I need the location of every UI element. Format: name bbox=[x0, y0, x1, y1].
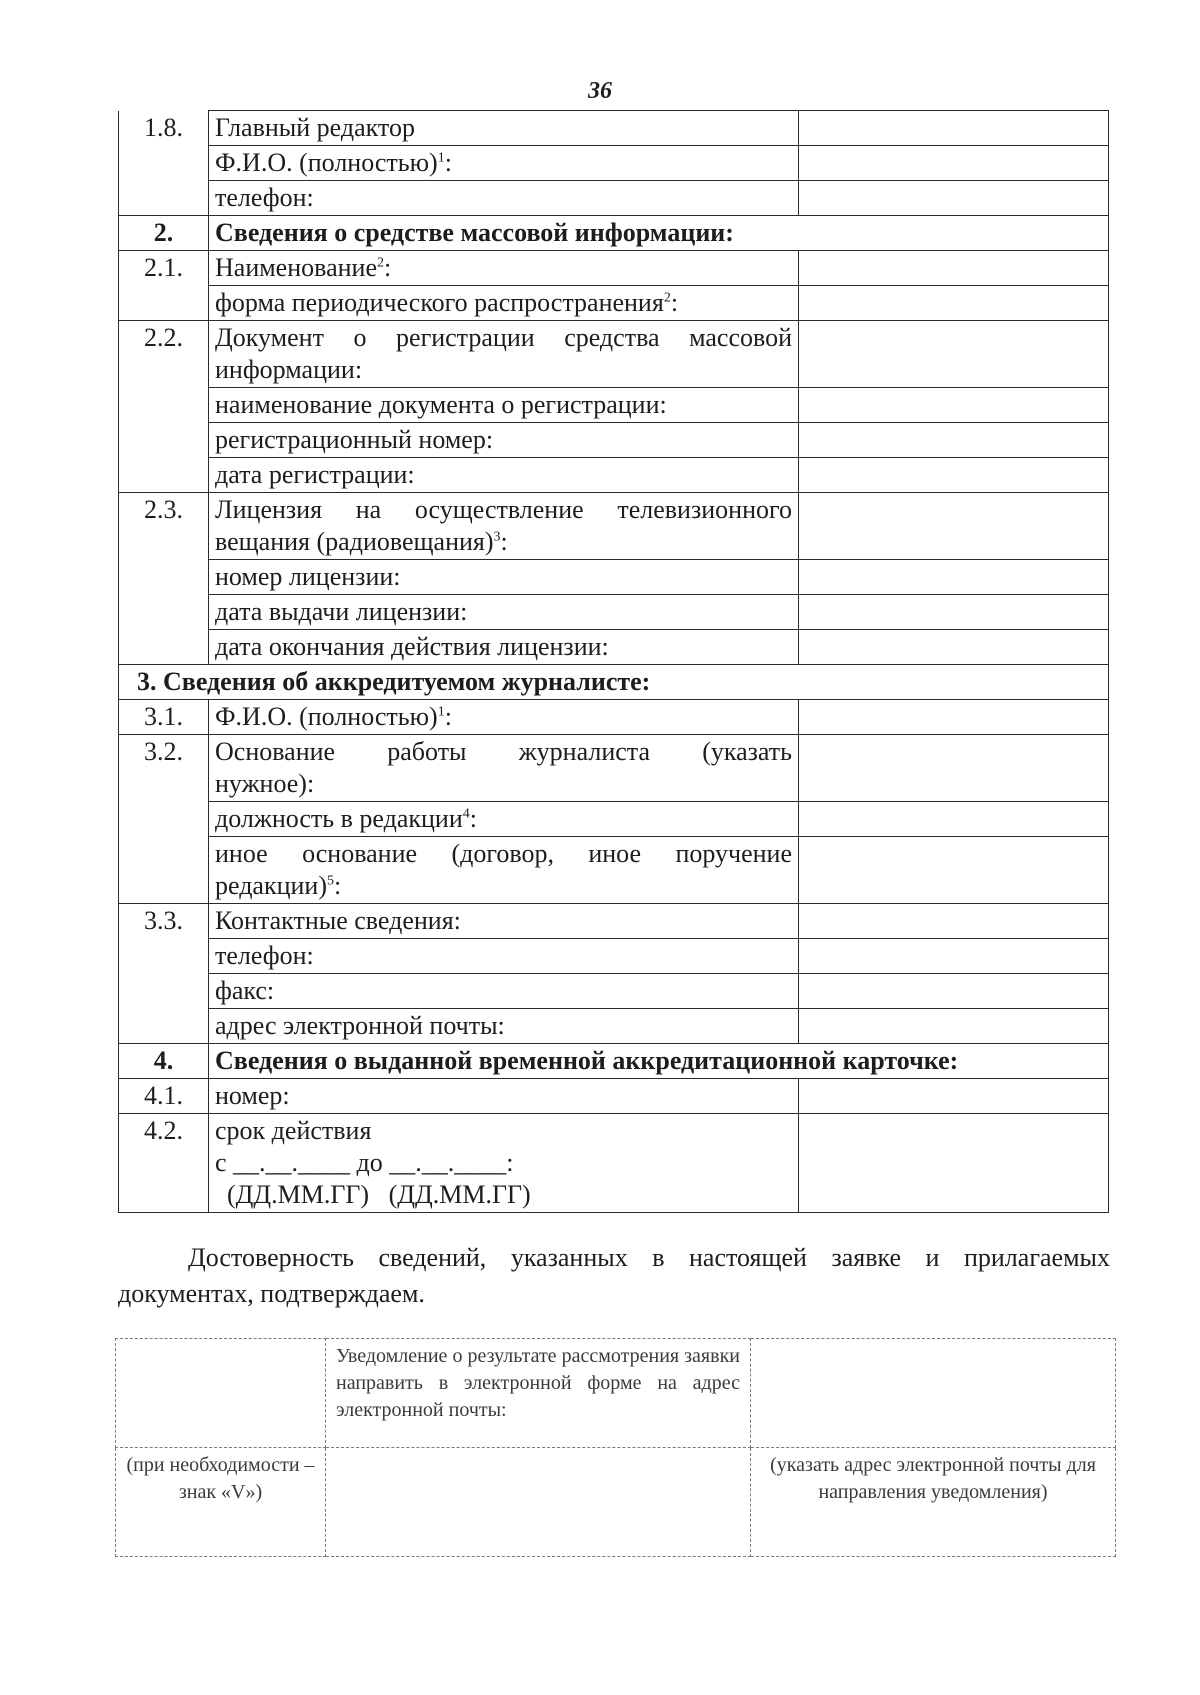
value-cell[interactable] bbox=[799, 458, 1109, 493]
row-label: регистрационный номер: bbox=[209, 423, 799, 458]
value-cell[interactable] bbox=[799, 939, 1109, 974]
row-label: Основание работы журналиста (указать нужное): bbox=[209, 735, 799, 802]
row-label: дата выдачи лицензии: bbox=[209, 595, 799, 630]
row-label: телефон: bbox=[209, 939, 799, 974]
value-cell[interactable] bbox=[799, 423, 1109, 458]
section-number: 2. bbox=[119, 216, 209, 251]
row-label: факс: bbox=[209, 974, 799, 1009]
row-label: адрес электронной почты: bbox=[209, 1009, 799, 1044]
section-title: 3. Сведения об аккредитуемом журналисте: bbox=[119, 665, 1109, 700]
value-cell[interactable] bbox=[799, 1009, 1109, 1044]
row-label: Ф.И.О. (полностью)$^1$: bbox=[209, 146, 799, 181]
row-label: иное основание (договор, иное поручение редакции)$^5$: bbox=[209, 837, 799, 904]
row-label: Наименование$^2$: bbox=[209, 251, 799, 286]
row-label: должность в редакции$^4$: bbox=[209, 802, 799, 837]
row-label: номер: bbox=[209, 1079, 799, 1114]
section-title: Сведения о выданной временной аккредитационной карточке: bbox=[209, 1044, 1109, 1079]
checkmark-cell[interactable] bbox=[116, 1339, 326, 1448]
row-number: 3.2. bbox=[119, 735, 209, 904]
table-row bbox=[119, 286, 1109, 321]
table-row bbox=[119, 1079, 1109, 1114]
table-row bbox=[119, 423, 1109, 458]
row-number: 1.8. bbox=[119, 111, 209, 216]
row-label: Ф.И.О. (полностью)$^1$: bbox=[209, 700, 799, 735]
row-label: Документ о регистрации средства массовой информации: bbox=[209, 321, 799, 388]
table-row bbox=[119, 111, 1109, 146]
value-cell[interactable] bbox=[799, 735, 1109, 802]
table-row bbox=[119, 595, 1109, 630]
notify-text: Уведомление о результате рассмотрения заявки направить в электронной форме на адрес электронной почты: bbox=[326, 1339, 751, 1448]
table-row bbox=[119, 837, 1109, 904]
row-label: срок действия с __.__.____ до __.__.____: (ДД.ММ.ГГ) (ДД.ММ.ГГ) bbox=[209, 1114, 799, 1213]
table-row bbox=[119, 1009, 1109, 1044]
value-cell[interactable] bbox=[799, 837, 1109, 904]
table-row bbox=[119, 1114, 1109, 1213]
row-number: 2.3. bbox=[119, 493, 209, 665]
value-cell[interactable] bbox=[799, 974, 1109, 1009]
row-number: 3.1. bbox=[119, 700, 209, 735]
value-cell[interactable] bbox=[799, 286, 1109, 321]
value-cell[interactable] bbox=[799, 388, 1109, 423]
value-cell[interactable] bbox=[799, 251, 1109, 286]
row-number: 2.2. bbox=[119, 321, 209, 493]
row-number: 4.1. bbox=[119, 1079, 209, 1114]
email-hint: (указать адрес электронной почты для направления уведомления) bbox=[751, 1448, 1116, 1557]
row-label: номер лицензии: bbox=[209, 560, 799, 595]
section-header-row bbox=[119, 1044, 1109, 1079]
mark-hint: (при необходимости – знак «V») bbox=[116, 1448, 326, 1557]
table-row bbox=[119, 630, 1109, 665]
row-number: 2.1. bbox=[119, 251, 209, 321]
section-header-row bbox=[119, 216, 1109, 251]
row-label: дата окончания действия лицензии: bbox=[209, 630, 799, 665]
section-title: Сведения о средстве массовой информации: bbox=[209, 216, 1109, 251]
row-number: 4.2. bbox=[119, 1114, 209, 1213]
page-number: 36 bbox=[588, 78, 612, 104]
value-cell[interactable] bbox=[799, 700, 1109, 735]
value-cell[interactable] bbox=[799, 493, 1109, 560]
table-row bbox=[119, 251, 1109, 286]
email-value-cell[interactable] bbox=[751, 1339, 1116, 1448]
confirmation-text: Достоверность сведений, указанных в настоящей заявке и прилагаемых документах, подтверждаем. bbox=[118, 1243, 1110, 1308]
table-row bbox=[119, 700, 1109, 735]
row-label: Контактные сведения: bbox=[209, 904, 799, 939]
value-cell[interactable] bbox=[799, 560, 1109, 595]
value-cell[interactable] bbox=[799, 595, 1109, 630]
value-cell[interactable] bbox=[799, 1079, 1109, 1114]
value-cell[interactable] bbox=[799, 111, 1109, 146]
notification-table bbox=[115, 1338, 1116, 1557]
row-label: телефон: bbox=[209, 181, 799, 216]
table-row bbox=[119, 904, 1109, 939]
table-row bbox=[119, 181, 1109, 216]
value-cell[interactable] bbox=[799, 181, 1109, 216]
value-cell[interactable] bbox=[799, 146, 1109, 181]
section-number: 4. bbox=[119, 1044, 209, 1079]
row-label: Лицензия на осуществление телевизионного вещания (радиовещания)$^3$: bbox=[209, 493, 799, 560]
date-format-hint: (ДД.ММ.ГГ) (ДД.ММ.ГГ) bbox=[227, 1180, 531, 1209]
table-row bbox=[119, 939, 1109, 974]
application-form-table bbox=[118, 110, 1109, 1213]
value-cell[interactable] bbox=[799, 904, 1109, 939]
value-cell[interactable] bbox=[799, 802, 1109, 837]
table-row bbox=[119, 560, 1109, 595]
row-label: наименование документа о регистрации: bbox=[209, 388, 799, 423]
table-row bbox=[119, 493, 1109, 560]
table-row bbox=[119, 458, 1109, 493]
table-row bbox=[119, 388, 1109, 423]
table-row bbox=[119, 735, 1109, 802]
table-row bbox=[119, 802, 1109, 837]
row-label: дата регистрации: bbox=[209, 458, 799, 493]
date-range-line: с __.__.____ до __.__.____: bbox=[215, 1148, 514, 1177]
row-label: форма периодического распространения$^2$: bbox=[209, 286, 799, 321]
value-cell[interactable] bbox=[799, 630, 1109, 665]
table-row bbox=[119, 146, 1109, 181]
value-cell[interactable] bbox=[799, 1114, 1109, 1213]
row-label: Главный редактор bbox=[209, 111, 799, 146]
table-row bbox=[116, 1339, 1116, 1448]
empty-cell bbox=[326, 1448, 751, 1557]
table-row bbox=[119, 321, 1109, 388]
table-row bbox=[119, 974, 1109, 1009]
row-number: 3.3. bbox=[119, 904, 209, 1044]
value-cell[interactable] bbox=[799, 321, 1109, 388]
section-header-row bbox=[119, 665, 1109, 700]
table-row bbox=[116, 1448, 1116, 1557]
